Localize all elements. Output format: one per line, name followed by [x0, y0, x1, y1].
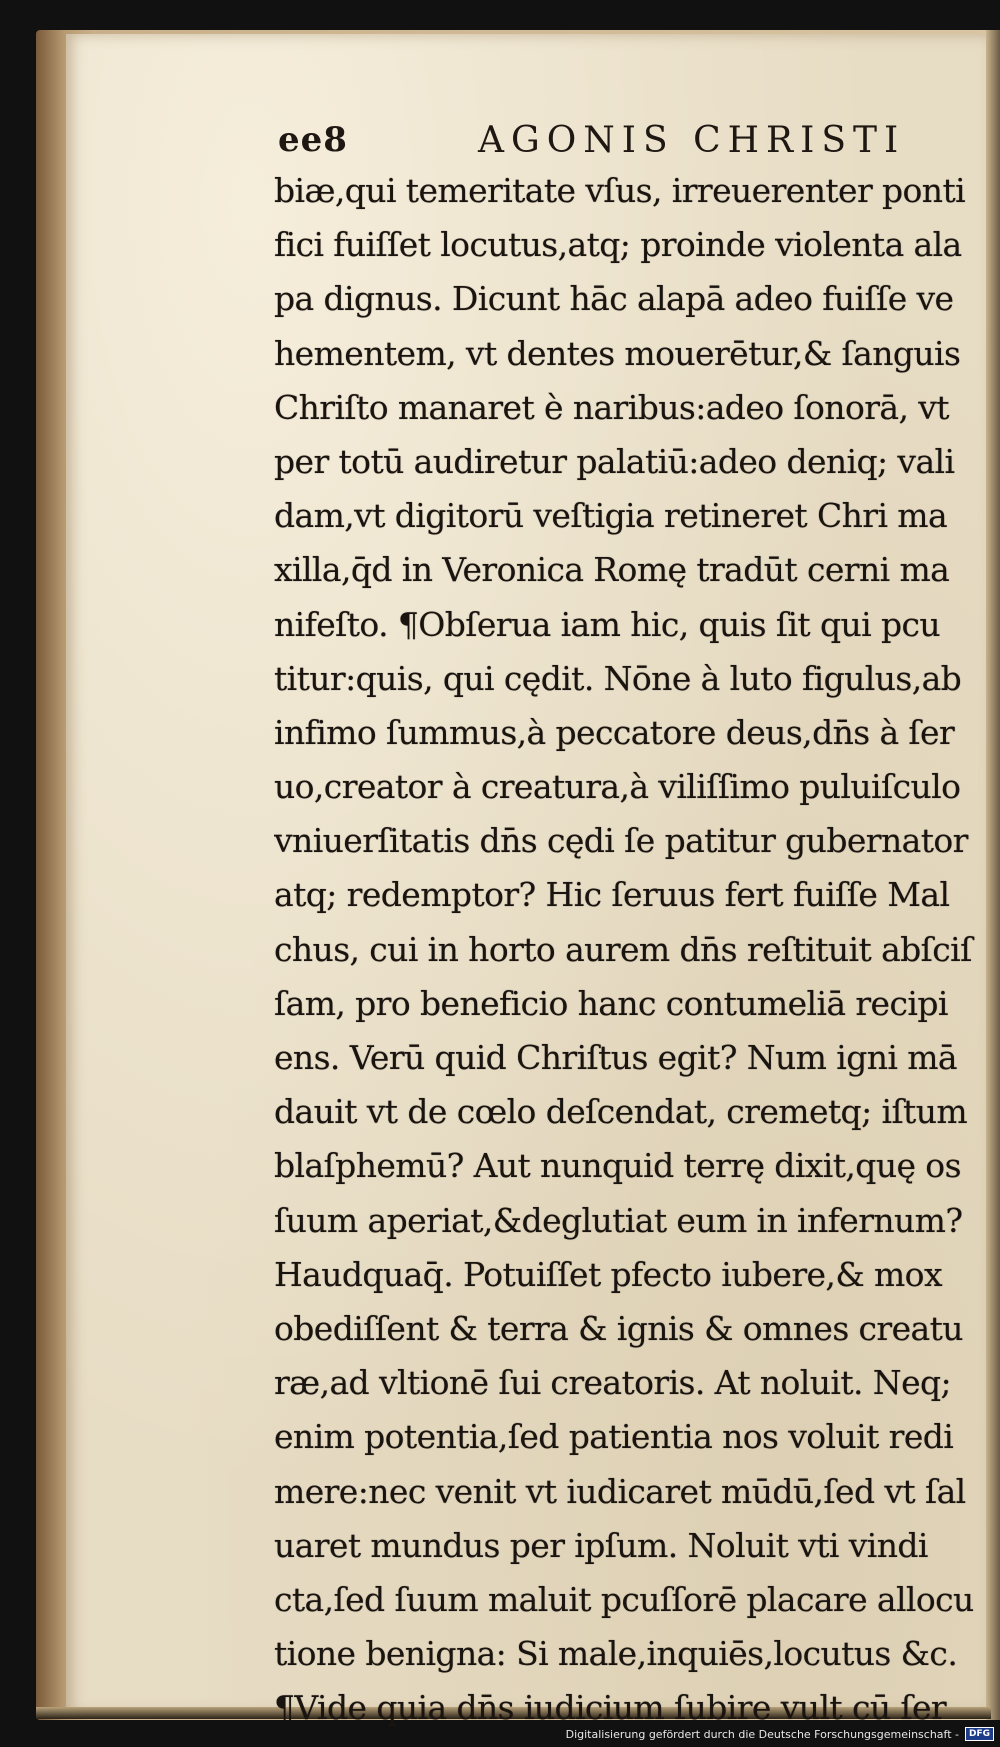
dfg-logo: DFG: [965, 1727, 994, 1741]
digitization-footer: [566, 1724, 994, 1744]
text-line: nifeſto. ¶Obſerua iam hic, quis ſit qui pcu: [274, 604, 941, 644]
text-line: hementem, vt dentes mouerētur,& ſanguis: [274, 333, 961, 373]
text-line: infimo ſummus,à peccatore deus,dn̄s à ſer: [274, 712, 955, 752]
text-line: pa dignus. Dicunt hāc alapā adeo fuiſſe ve: [274, 279, 954, 319]
text-line: titur:quis, qui cędit. Nōne à luto figulus,ab: [274, 658, 962, 698]
text-line: blaſphemū? Aut nunquid terrę dixit,quę os: [274, 1146, 961, 1186]
page-right-edge: [986, 30, 1000, 1720]
text-line: biæ,qui temeritate vſus, irreuerenter ponti: [274, 171, 966, 210]
text-line: Chriſto manaret è naribus:adeo ſonorā, vt: [274, 387, 949, 427]
text-line: chus, cui in horto aurem dn̄s reſtituit abſciſ: [274, 929, 972, 969]
text-line: Haudquaq̄. Potuiſſet pfecto iubere,& mox: [274, 1254, 942, 1294]
text-line: ſam, pro beneficio hanc contumeliā recipi: [274, 983, 948, 1023]
text-line: per totū audiretur palatiū:adeo deniq; vali: [274, 441, 955, 481]
text-line: uaret mundus per ipſum. Noluit vti vindi: [274, 1525, 928, 1565]
text-line: xilla,q̄d in Veronica Romę tradūt cerni ma: [274, 550, 950, 590]
text-line: tione benigna: Si male,inquiēs,locutus &c.: [274, 1634, 958, 1674]
text-line: ens. Verū quid Chriſtus egit? Num igni mā: [274, 1038, 957, 1077]
text-line: enim potentia,ſed patientia nos voluit redi: [274, 1417, 954, 1457]
folio-number: ee8: [278, 120, 348, 160]
text-line: fici fuiſſet locutus,atq; proinde violenta ala: [274, 225, 962, 265]
text-line: ¶Vide quia dn̄s iudicium ſubire vult cū ſer: [274, 1688, 947, 1728]
running-title: AGONIS CHRISTI: [478, 120, 906, 161]
page-header: [278, 120, 978, 166]
funding-credit: Digitalisierung gefördert durch die Deutsche Forschungsgemeinschaft -: [565, 1727, 959, 1741]
text-line: ræ,ad vltionē ſui creatoris. At noluit. Neq;: [274, 1363, 952, 1403]
text-line: vniuerſitatis dn̄s cędi ſe patitur gubernator: [274, 821, 968, 861]
text-line: mere:nec venit vt iudicaret mūdū,ſed vt ſal: [274, 1471, 966, 1511]
text-line: dauit vt de cœlo deſcendat, cremetq; iſtum: [274, 1092, 968, 1132]
text-line: atq; redemptor? Hic ſeruus fert fuiſſe Mal: [274, 875, 950, 915]
text-line: dam,vt digitorū veſtigia retineret Chri ma: [274, 496, 948, 536]
text-block: [274, 164, 986, 1735]
text-line: ſuum aperiat,&deglutiat eum in infernum?: [274, 1200, 963, 1240]
text-line: cta,ſed ſuum maluit pcuſſorē placare allocu: [274, 1579, 974, 1619]
text-line: obediſſent & terra & ignis & omnes creatu: [274, 1308, 963, 1348]
text-line: uo,creator à creatura,à viliſſimo puluiſculo: [274, 767, 961, 807]
